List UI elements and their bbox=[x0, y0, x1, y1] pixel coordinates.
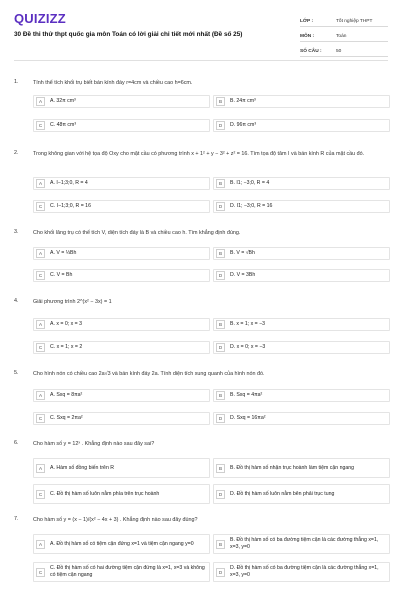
option-letter: D bbox=[216, 343, 225, 352]
option-text: D. Đồ thị hàm số có ba đường tiệm cận là các đường thẳng x=1, x=3, y=0 bbox=[230, 565, 379, 578]
header-divider bbox=[14, 60, 388, 61]
option-text: C. I−1;3;0, R = 16 bbox=[50, 203, 91, 210]
option-a[interactable] bbox=[33, 177, 210, 190]
meta-row-class bbox=[300, 12, 388, 27]
option-letter: B bbox=[216, 97, 225, 106]
question-text: Cho hình nón có chiều cao 2a√3 và bán kính đáy 2a. Tính diện tích xung quanh của hình nón đó. bbox=[33, 371, 265, 377]
option-letter: A bbox=[36, 464, 45, 473]
option-letter: D bbox=[216, 568, 225, 577]
question-text: Cho khối lăng trụ có thể tích V, diện tích đáy là B và chiều cao h. Tìm khẳng định đúng. bbox=[33, 230, 241, 236]
option-d[interactable] bbox=[213, 119, 390, 132]
option-text: B. V = √Bh bbox=[230, 250, 255, 257]
option-a[interactable] bbox=[33, 247, 210, 260]
option-text: D. x = 0; x = −3 bbox=[230, 344, 266, 351]
option-c[interactable] bbox=[33, 200, 210, 213]
option-a[interactable] bbox=[33, 389, 210, 402]
option-text: C. V = Bh bbox=[50, 272, 73, 279]
question-text: Trong không gian với hệ tọa độ Oxy cho mặt cầu có phương trình x + 1² + y − 3² + z² = 16. Tìm tọa độ tâm I và bán kính R của mặt cầu đó. bbox=[33, 151, 365, 157]
option-text: B. x = 1; x = −3 bbox=[230, 321, 266, 328]
meta-value: 50 bbox=[336, 49, 342, 54]
option-text: A. x = 0; x = 3 bbox=[50, 321, 83, 328]
option-letter: B bbox=[216, 249, 225, 258]
option-text: A. I−1;3;0, R = 4 bbox=[50, 180, 88, 187]
question-number: 6. bbox=[14, 440, 19, 446]
option-text: A. Hàm số đồng biến trên R bbox=[50, 464, 115, 471]
meta-key: SỐ CÂU : bbox=[300, 49, 322, 54]
option-letter: D bbox=[216, 271, 225, 280]
option-c[interactable] bbox=[33, 484, 210, 504]
option-d[interactable] bbox=[213, 484, 390, 504]
option-letter: A bbox=[36, 249, 45, 258]
option-d[interactable] bbox=[213, 200, 390, 213]
option-c[interactable] bbox=[33, 341, 210, 354]
option-letter: D bbox=[216, 490, 225, 499]
option-text: A. 32π cm³ bbox=[50, 98, 76, 105]
option-letter: A bbox=[36, 97, 45, 106]
option-letter: C bbox=[36, 202, 45, 211]
option-text: C. x = 1; x = 2 bbox=[50, 344, 83, 351]
option-text: D. V = 3Bh bbox=[230, 272, 256, 279]
option-letter: C bbox=[36, 343, 45, 352]
option-text: B. Đồ thị hàm số nhận trục hoành làm tiệm cận ngang bbox=[230, 464, 354, 471]
option-text: A. V = ⅓Bh bbox=[50, 250, 77, 257]
question-number: 4. bbox=[14, 298, 19, 304]
question-text: Tính thể tích khối trụ biết bán kính đáy r=4cm và chiều cao h=6cm. bbox=[33, 80, 193, 86]
option-d[interactable] bbox=[213, 269, 390, 282]
option-b[interactable] bbox=[213, 534, 390, 554]
meta-row-question-count bbox=[300, 42, 388, 57]
option-b[interactable] bbox=[213, 177, 390, 190]
option-b[interactable] bbox=[213, 458, 390, 478]
option-letter: D bbox=[216, 414, 225, 423]
question-text: Cho hàm số y = (x − 1)/(x² − 4x + 3) . Khẳng định nào sau đây đúng? bbox=[33, 517, 198, 523]
option-text: C. Đồ thị hàm số có hai đường tiệm cận đứng là x=1, x=3 và không có tiệm cận ngang bbox=[50, 565, 205, 578]
option-letter: C bbox=[36, 490, 45, 499]
question-number: 7. bbox=[14, 516, 19, 522]
meta-panel bbox=[300, 12, 388, 57]
option-letter: B bbox=[216, 320, 225, 329]
option-d[interactable] bbox=[213, 412, 390, 425]
option-letter: A bbox=[36, 320, 45, 329]
question-number: 3. bbox=[14, 229, 19, 235]
meta-row-subject bbox=[300, 27, 388, 42]
meta-value: Toán bbox=[336, 34, 347, 39]
option-text: A. Đồ thị hàm số có tiệm cận đứng x=1 và tiệm cận ngang y=0 bbox=[50, 540, 194, 547]
option-text: B. Đồ thị hàm số có ba đường tiệm cận là các đường thẳng x=1, x=3, y=0 bbox=[230, 537, 379, 550]
option-a[interactable] bbox=[33, 318, 210, 331]
question-number: 5. bbox=[14, 370, 19, 376]
option-c[interactable] bbox=[33, 412, 210, 425]
option-c[interactable] bbox=[33, 119, 210, 132]
option-letter: B bbox=[216, 179, 225, 188]
option-text: C. Đồ thị hàm số luôn nằm phía trên trục hoành bbox=[50, 490, 160, 497]
option-text: D. Sxq = 16πa² bbox=[230, 415, 266, 422]
option-letter: C bbox=[36, 568, 45, 577]
option-text: C. 48π cm³ bbox=[50, 122, 77, 129]
option-letter: D bbox=[216, 121, 225, 130]
option-text: A. Sxq = 8πa² bbox=[50, 392, 83, 399]
option-b[interactable] bbox=[213, 389, 390, 402]
document-title: 30 Đề thi thử thpt quốc gia môn Toán có lời giải chi tiết mới nhất (Đề số 25) bbox=[14, 31, 243, 38]
question-number: 2. bbox=[14, 150, 19, 156]
meta-value: Tốt nghiệp THPT bbox=[336, 19, 373, 24]
quizizz-logo: QUIZIZZ bbox=[14, 11, 66, 26]
option-d[interactable] bbox=[213, 562, 390, 582]
question-text: Giải phương trình 2^(x² − 3x) = 1 bbox=[33, 299, 112, 305]
option-text: B. I1; −3;0, R = 4 bbox=[230, 180, 270, 187]
option-letter: B bbox=[216, 464, 225, 473]
option-letter: B bbox=[216, 391, 225, 400]
option-letter: B bbox=[216, 540, 225, 549]
option-letter: A bbox=[36, 540, 45, 549]
option-a[interactable] bbox=[33, 534, 210, 554]
option-text: D. Đồ thị hàm số luôn nằm bên phải trục tung bbox=[230, 490, 335, 497]
option-a[interactable] bbox=[33, 95, 210, 108]
option-b[interactable] bbox=[213, 247, 390, 260]
option-text: B. Sxq = 4πa² bbox=[230, 392, 263, 399]
option-letter: A bbox=[36, 391, 45, 400]
option-text: B. 24π cm³ bbox=[230, 98, 256, 105]
option-c[interactable] bbox=[33, 269, 210, 282]
option-b[interactable] bbox=[213, 318, 390, 331]
option-text: D. I1; −3;0, R = 16 bbox=[230, 203, 273, 210]
option-letter: A bbox=[36, 179, 45, 188]
option-b[interactable] bbox=[213, 95, 390, 108]
option-letter: C bbox=[36, 271, 45, 280]
question-text: Cho hàm số y = 12ˣ . Khẳng định nào sau đây sai? bbox=[33, 441, 155, 447]
question-number: 1. bbox=[14, 79, 19, 85]
meta-key: LỚP : bbox=[300, 19, 314, 24]
option-text: D. 96π cm³ bbox=[230, 122, 257, 129]
option-d[interactable] bbox=[213, 341, 390, 354]
option-text: C. Sxq = 2πa² bbox=[50, 415, 83, 422]
option-letter: C bbox=[36, 121, 45, 130]
option-letter: C bbox=[36, 414, 45, 423]
option-c[interactable] bbox=[33, 562, 210, 582]
option-letter: D bbox=[216, 202, 225, 211]
option-a[interactable] bbox=[33, 458, 210, 478]
meta-key: MÔN : bbox=[300, 34, 315, 39]
